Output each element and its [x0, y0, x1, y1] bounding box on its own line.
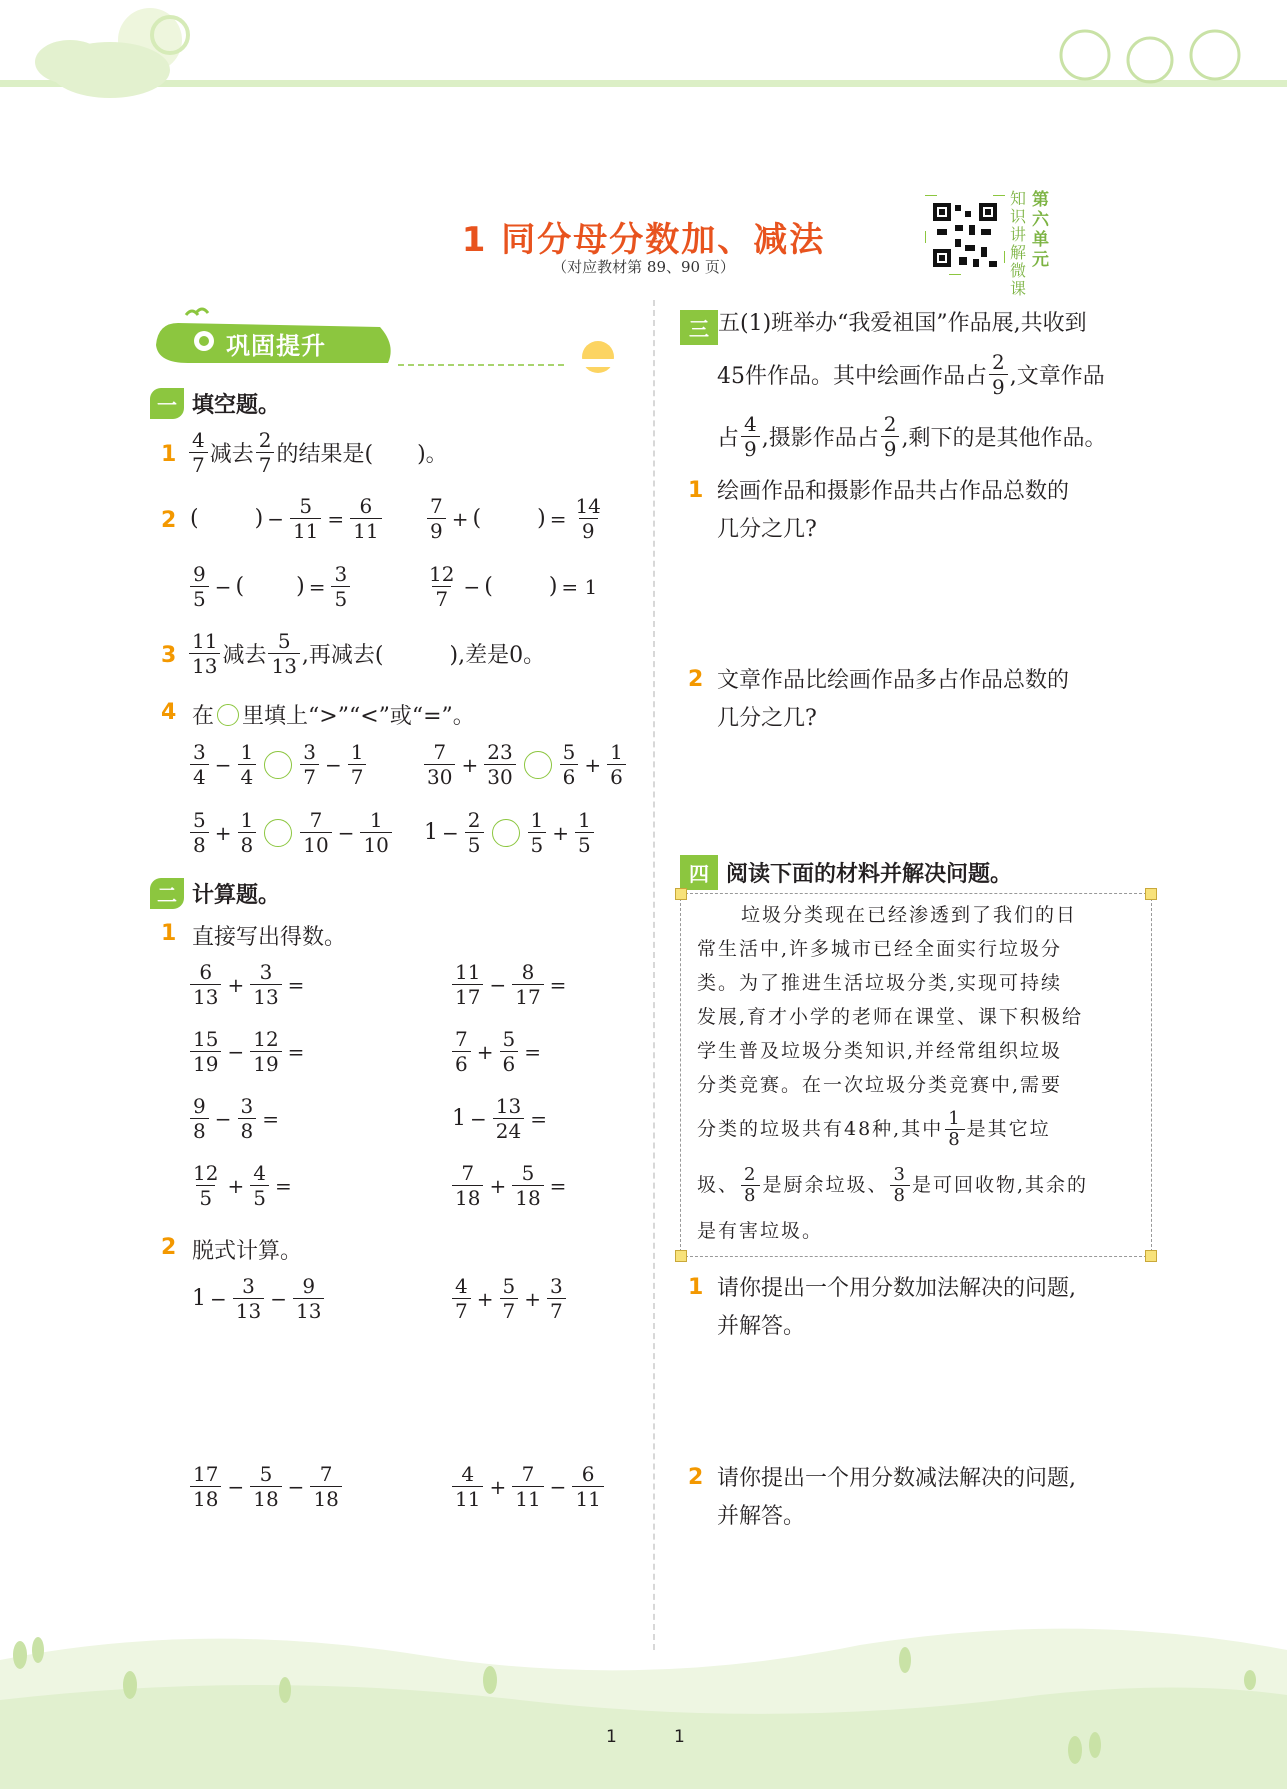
- corner-mark: [1145, 888, 1157, 900]
- qr-label-unit: 第六单元: [1032, 190, 1049, 270]
- fraction: $\frac{3}{7}$: [300, 740, 319, 789]
- section-badge: 三: [680, 310, 718, 345]
- question-number: 2: [688, 1465, 704, 1490]
- expression-1: 1 − $\frac{3}{13}$ − $\frac{9}{13}$: [192, 1274, 326, 1323]
- page-number-right: 1: [674, 1727, 685, 1747]
- equation-2d: $\frac{12}{7}$ − ( ) = 1: [424, 562, 601, 611]
- question-number: 1: [161, 442, 177, 467]
- fraction: $\frac{2}{5}$: [465, 808, 484, 857]
- question-text: 脱式计算。: [192, 1239, 303, 1264]
- corner-mark: [675, 1250, 687, 1262]
- corner-mark: [1145, 1250, 1157, 1262]
- fraction: $\frac{3}{5}$: [331, 562, 350, 611]
- compare-circle-icon: [217, 704, 239, 726]
- question-text: 请你提出一个用分数减法解决的问题, 并解答。: [717, 1466, 1076, 1529]
- header-decoration: [0, 0, 1287, 110]
- section-badge: 二: [150, 878, 184, 909]
- footer-landscape: [0, 1600, 1287, 1789]
- calc-item: $\frac{15}{19}$ − $\frac{12}{19}$ =: [188, 1027, 308, 1076]
- question-number: 2: [688, 667, 704, 692]
- answer-circle[interactable]: [492, 819, 520, 847]
- calc-item: 1 − $\frac{13}{24}$ =: [452, 1094, 547, 1143]
- fraction: $\frac{6}{11}$: [350, 494, 381, 543]
- question-number: 2: [161, 508, 177, 533]
- answer-circle[interactable]: [264, 819, 292, 847]
- answer-circle[interactable]: [524, 751, 552, 779]
- problem-text: 五(1)班举办“我爱祖国”作品展,共收到: [718, 311, 1087, 336]
- fraction: $\frac{2}{7}$: [256, 428, 275, 477]
- section-fill-blank: [150, 388, 280, 419]
- fraction: $\frac{5}{13}$: [268, 629, 299, 678]
- answer-circle[interactable]: [264, 751, 292, 779]
- page-number-left: 1: [606, 1727, 617, 1747]
- equation-2b: $\frac{7}{9}$ + ( ) = $\frac{14}{9}$: [425, 494, 606, 543]
- fraction: $\frac{1}{7}$: [348, 740, 367, 789]
- question-1-4: [192, 699, 475, 730]
- question-text: 请你提出一个用分数加法解决的问题, 并解答。: [717, 1276, 1076, 1339]
- fraction: $\frac{23}{30}$: [484, 740, 515, 789]
- question-number: 1: [688, 1275, 704, 1300]
- calc-item: $\frac{7}{18}$ + $\frac{5}{18}$ =: [450, 1161, 570, 1210]
- fraction: $\frac{14}{9}$: [575, 494, 601, 543]
- question-number: 4: [161, 700, 177, 725]
- fraction: $\frac{4}{7}$: [189, 428, 208, 477]
- question-text: 减去: [209, 442, 254, 467]
- fraction: $\frac{1}{8}$: [238, 808, 257, 857]
- question-text: 减去: [222, 643, 267, 668]
- compare-4c: $\frac{5}{8}$ + $\frac{1}{8}$ $\frac{7}{10}$ − $\frac{1}{10}$: [188, 808, 394, 857]
- section-title: 计算题。: [192, 883, 281, 908]
- calc-item: $\frac{11}{17}$ − $\frac{8}{17}$ =: [450, 960, 570, 1009]
- fraction: $\frac{5}{8}$: [190, 808, 209, 857]
- qr-code-icon[interactable]: [925, 195, 1005, 275]
- fraction: $\frac{1}{5}$: [528, 808, 547, 857]
- fraction: $\frac{11}{13}$: [189, 629, 220, 678]
- equation-2a: ( ) − $\frac{5}{11}$ = $\frac{6}{11}$: [190, 494, 384, 543]
- section-badge: 四: [680, 855, 718, 890]
- section-calculation: [150, 878, 280, 909]
- qr-label-lesson: 知识讲解微课: [1010, 189, 1027, 298]
- compare-4d: 1 − $\frac{2}{5}$ $\frac{1}{5}$ + $\frac{1}{5}$: [424, 808, 596, 857]
- problem-text: 45件作品。其中绘画作品占 $\frac{2}{9}$ ,文章作品: [717, 350, 1105, 399]
- calc-item: $\frac{12}{5}$ + $\frac{4}{5}$ =: [193, 1161, 292, 1210]
- fraction: $\frac{7}{10}$: [300, 808, 331, 857]
- page-subtitle: （对应教材第 89、90 页）: [552, 258, 735, 276]
- question-number: 3: [161, 643, 177, 668]
- compare-4a: $\frac{3}{4}$ − $\frac{1}{4}$ $\frac{3}{7}$ − $\frac{1}{7}$: [188, 740, 368, 789]
- question-text: 里填上“>”“<”或“=”。: [242, 704, 475, 729]
- question-number: 2: [161, 1235, 177, 1260]
- fraction: $\frac{5}{11}$: [290, 494, 321, 543]
- page-title: 1 同分母分数加、减法: [461, 220, 826, 260]
- expression-4: $\frac{4}{11}$ + $\frac{7}{11}$ − $\frac{6}{11}$: [450, 1462, 606, 1511]
- fraction: $\frac{5}{6}$: [560, 740, 579, 789]
- fraction: $\frac{1}{4}$: [238, 740, 257, 789]
- question-text: 的结果是( )。: [276, 442, 448, 467]
- fraction: $\frac{1}{6}$: [607, 740, 626, 789]
- question-1-3: [187, 629, 545, 678]
- question-number: 1: [161, 921, 177, 946]
- compare-4b: $\frac{7}{30}$ + $\frac{23}{30}$ $\frac{5}{6}$ + $\frac{1}{6}$: [422, 740, 628, 789]
- section-banner: [148, 305, 628, 375]
- question-text: 文章作品比绘画作品多占作品总数的 几分之几?: [717, 668, 1070, 731]
- section-title: 填空题。: [192, 393, 281, 418]
- fraction: $\frac{1}{5}$: [575, 808, 594, 857]
- question-text: 直接写出得数。: [192, 925, 347, 950]
- question-number: 1: [688, 478, 704, 503]
- fraction: $\frac{1}{10}$: [360, 808, 391, 857]
- calc-item: $\frac{6}{13}$ + $\frac{3}{13}$ =: [188, 960, 308, 1009]
- fraction: $\frac{7}{9}$: [427, 494, 446, 543]
- question-text: 绘画作品和摄影作品共占作品总数的 几分之几?: [717, 479, 1070, 542]
- fraction: $\frac{12}{7}$: [429, 562, 455, 611]
- column-divider: [653, 300, 655, 1650]
- fraction: $\frac{3}{4}$: [190, 740, 209, 789]
- question-1-1: [187, 428, 448, 477]
- corner-mark: [675, 888, 687, 900]
- question-text: ,再减去( ),差是0。: [301, 643, 546, 668]
- expression-3: $\frac{17}{18}$ − $\frac{5}{18}$ − $\frac{7}{18}$: [188, 1462, 344, 1511]
- fraction: $\frac{7}{30}$: [424, 740, 455, 789]
- equation-2c: $\frac{9}{5}$ − ( ) = $\frac{3}{5}$: [188, 562, 352, 611]
- section-reading: [680, 855, 1012, 890]
- banner-label: 巩固提升: [226, 332, 326, 360]
- calc-item: $\frac{7}{6}$ + $\frac{5}{6}$ =: [450, 1027, 545, 1076]
- section-badge: 一: [150, 388, 184, 419]
- reading-material-text: 垃圾分类现在已经渗透到了我们的日 常生活中,许多城市已经全面实行垃圾分 类。为了推进生活垃圾分类,实现可持续 发展,育才小学的老师在课堂、课下积极给 学生普及垃圾分类知识,并经常组织垃圾 分类竞赛。在一次垃圾分类竞赛中,需要 分类的垃圾共有48种,其中 $\frac{1}{8}$ 是其它垃 圾、 $\frac{2}{8}$ 是厨余垃圾、 $\frac{3}{8}$ 是可回收物,其余的 是有害垃圾。: [697, 904, 1088, 1242]
- question-text: 在: [192, 704, 215, 729]
- calc-item: $\frac{9}{8}$ − $\frac{3}{8}$ =: [188, 1094, 283, 1143]
- fraction: $\frac{9}{5}$: [190, 562, 209, 611]
- problem-text: 占 $\frac{4}{9}$ ,摄影作品占 $\frac{2}{9}$ ,剩下的是其他作品。: [717, 412, 1107, 461]
- section-title: 阅读下面的材料并解决问题。: [726, 862, 1013, 887]
- expression-2: $\frac{4}{7}$ + $\frac{5}{7}$ + $\frac{3}{7}$: [450, 1274, 568, 1323]
